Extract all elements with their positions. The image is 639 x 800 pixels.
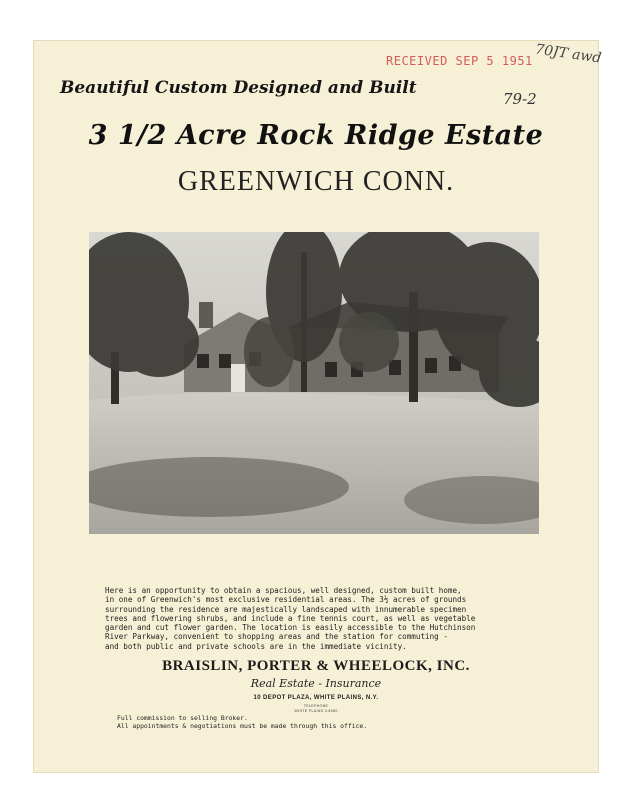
company-address: 10 DEPOT PLAZA, WHITE PLAINS, N.Y.	[253, 695, 379, 701]
location-heading: GREENWICH CONN.	[177, 166, 455, 197]
footer-note	[117, 714, 367, 730]
description-line: surrounding the residence are majestically landscaped with innumerable specimen	[105, 604, 467, 614]
description-line: trees and flowering shrubs, and include a fine tennis court, as well as vegetable	[105, 613, 476, 623]
estate-title: 3 1/2 Acre Rock Ridge Estate	[88, 120, 544, 151]
estate-photo	[89, 232, 539, 534]
description-line: in one of Greenwich's most exclusive residential areas. The 3½ acres of grounds	[105, 595, 467, 605]
tagline: Beautiful Custom Designed and Built	[60, 78, 417, 98]
phone-label: TELEPHONE	[303, 704, 329, 708]
handwritten-note: 70JT awd	[534, 41, 603, 67]
phone-number: WHITE PLAINS 9-8060	[294, 709, 338, 713]
description-line: River Parkway, convenient to shopping areas and the station for commuting -	[105, 632, 448, 642]
footer-line: All appointments & negotiations must be made through this office.	[117, 722, 368, 730]
received-stamp: RECEIVED SEP 5 1951	[386, 54, 533, 68]
description	[105, 586, 529, 651]
company-name: BRAISLIN, PORTER & WHEELOCK, INC.	[162, 658, 470, 674]
handwritten-code: 79-2	[503, 90, 537, 108]
footer-line: Full commission to selling Broker.	[117, 714, 248, 722]
description-line: garden and cut flower garden. The location is easily accessible to the Hutchinson	[105, 623, 476, 633]
document-page	[33, 40, 603, 773]
company-services: Real Estate - Insurance	[250, 677, 382, 690]
description-line: and both public and private schools are in the immediate vicinity.	[105, 641, 407, 651]
description-line: Here is an opportunity to obtain a spacious, well designed, custom built home,	[105, 586, 462, 595]
